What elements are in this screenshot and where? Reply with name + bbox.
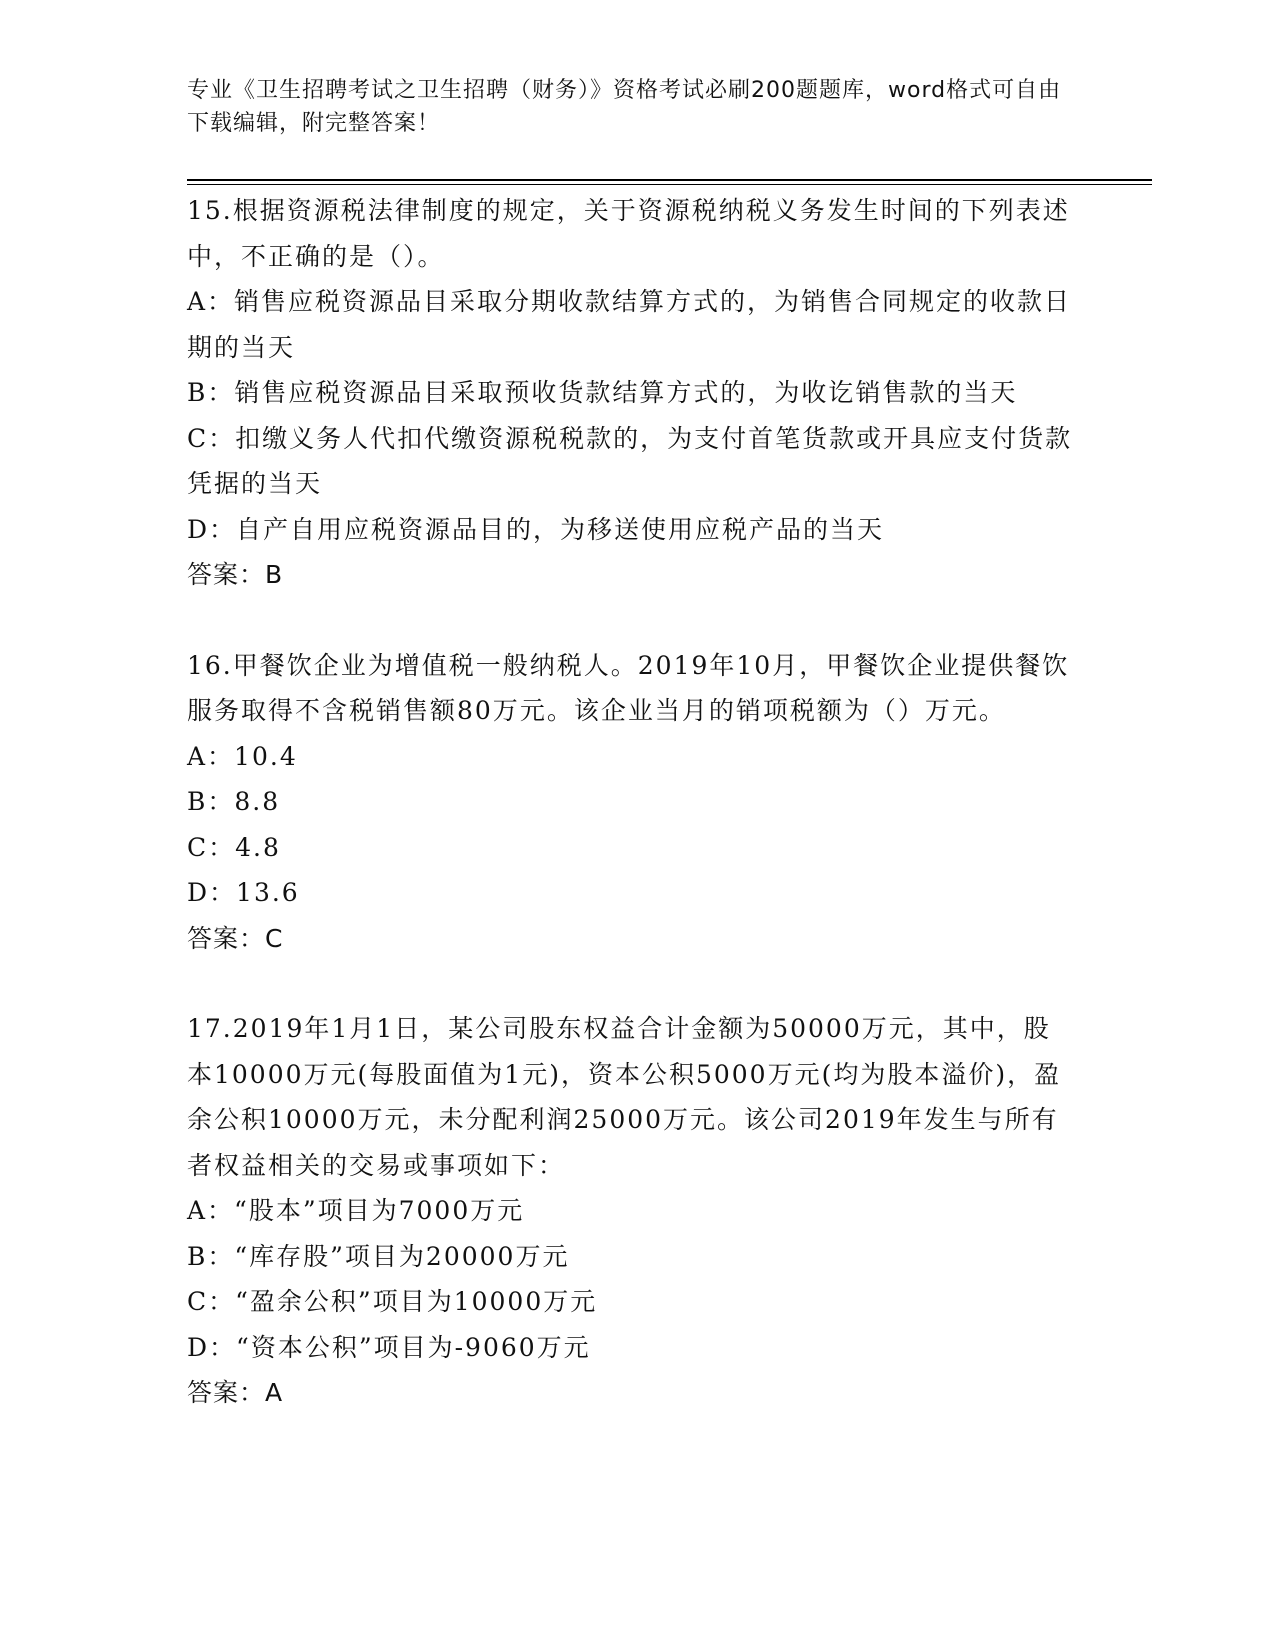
question-16 (187, 643, 1077, 962)
question-list (187, 188, 1077, 1461)
header-text: 专业《卫生招聘考试之卫生招聘（财务）》资格考试必刷200题题库，word格式可自由下载编辑，附完整答案！ (187, 78, 1062, 136)
option-c: C：4.8 (187, 832, 281, 862)
option-a: A：销售应税资源品目采取分期收款结算方式的，为销售合同规定的收款日期的当天 (187, 287, 1072, 362)
option-b: B：“库存股”项目为20000万元 (187, 1241, 570, 1271)
document-header (187, 74, 1067, 140)
question-stem: 15.根据资源税法律制度的规定，关于资源税纳税义务发生时间的下列表述中，不正确的是（）。 (187, 196, 1070, 271)
option-d: D：自产自用应税资源品目的，为移送使用应税产品的当天 (187, 514, 885, 544)
question-stem: 16.甲餐饮企业为增值税一般纳税人。2019年10月，甲餐饮企业提供餐饮服务取得不含税销售额80万元。该企业当月的销项税额为（）万元。 (187, 650, 1070, 725)
question-15 (187, 188, 1077, 598)
question-stem: 17.2019年1月1日，某公司股东权益合计金额为50000万元，其中，股本10000万元(每股面值为1元)，资本公积5000万元(均为股本溢价)，盈余公积10000万元，未分配利润25000万元。该公司2019年发生与所有者权益相关的交易或事项如下： (187, 1014, 1062, 1180)
option-d: D：“资本公积”项目为-9060万元 (187, 1332, 591, 1362)
option-b: B：8.8 (187, 787, 281, 816)
header-divider-thin (187, 184, 1152, 185)
option-d: D：13.6 (187, 878, 300, 907)
option-c: C：扣缴义务人代扣代缴资源税税款的，为支付首笔货款或开具应支付货款凭据的当天 (187, 423, 1073, 498)
answer: 答案：A (187, 1378, 284, 1407)
answer: 答案：B (187, 560, 284, 589)
answer: 答案：C (187, 923, 284, 953)
option-a: A：“股本”项目为7000万元 (187, 1196, 525, 1225)
option-a: A：10.4 (187, 741, 298, 771)
header-divider-thick (187, 179, 1152, 181)
option-b: B：销售应税资源品目采取预收货款结算方式的，为收讫销售款的当天 (187, 378, 1018, 407)
option-c: C：“盈余公积”项目为10000万元 (187, 1287, 598, 1316)
question-17 (187, 1006, 1077, 1416)
